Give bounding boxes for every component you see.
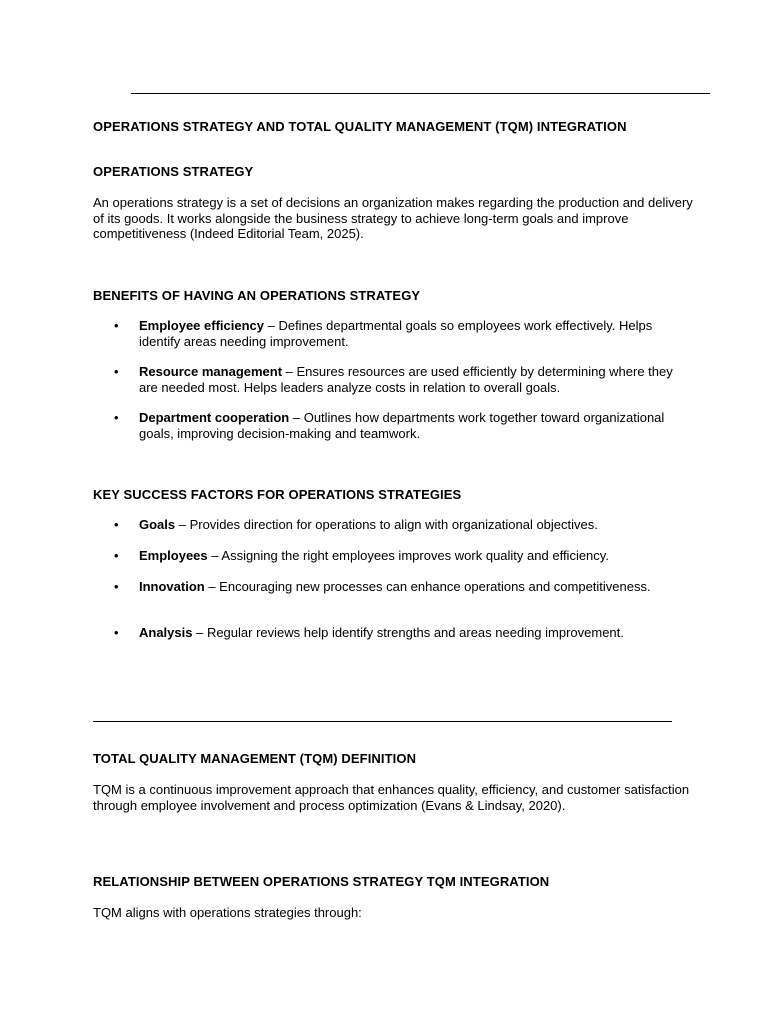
list-item-term: Employees	[139, 548, 208, 563]
list-item-text: – Assigning the right employees improves work quality and efficiency.	[207, 548, 609, 563]
tqm-definition-body: TQM is a continuous improvement approach that enhances quality, efficiency, and customer satisfaction through employee involvement and process optimization (Evans & Lindsay, 2020).	[93, 782, 690, 813]
operations-strategy-heading: OPERATIONS STRATEGY	[93, 164, 254, 179]
document-title: OPERATIONS STRATEGY AND TOTAL QUALITY MANAGEMENT (TQM) INTEGRATION	[93, 119, 627, 134]
bullet-icon: •	[114, 579, 119, 594]
list-item-term: Innovation	[139, 579, 205, 594]
list-item-text: – Defines departmental goals so employees work effectively. Helps identify areas needing improvement.	[139, 318, 653, 349]
success-factors-heading: KEY SUCCESS FACTORS FOR OPERATIONS STRATEGIES	[93, 487, 462, 502]
benefits-heading: BENEFITS OF HAVING AN OPERATIONS STRATEGY	[93, 288, 421, 303]
list-item-term: Department cooperation	[139, 410, 290, 425]
list-item-text: – Provides direction for operations to align with organizational objectives.	[175, 517, 598, 532]
list-item-term: Analysis	[139, 625, 193, 640]
list-item-text: – Ensures resources are used efficiently by determining where they are needed most. Helps leaders analyze costs in relation to overall goals.	[139, 364, 673, 395]
bullet-icon: •	[114, 410, 119, 425]
section-divider	[93, 721, 672, 722]
top-divider	[131, 93, 710, 94]
list-item-term: Employee efficiency	[139, 318, 264, 333]
relationship-heading: RELATIONSHIP BETWEEN OPERATIONS STRATEGY TQM INTEGRATION	[93, 874, 550, 889]
bullet-icon: •	[114, 625, 119, 640]
list-item-text: – Encouraging new processes can enhance operations and competitiveness.	[204, 579, 651, 594]
bullet-icon: •	[114, 517, 119, 532]
tqm-definition-heading: TOTAL QUALITY MANAGEMENT (TQM) DEFINITION	[93, 751, 417, 766]
list-item-text: – Outlines how departments work together toward organizational goals, improving decision-making and teamwork.	[139, 410, 665, 441]
bullet-icon: •	[114, 318, 119, 333]
relationship-body: TQM aligns with operations strategies through:	[93, 905, 362, 920]
operations-strategy-body: An operations strategy is a set of decisions an organization makes regarding the production and delivery of its goods. It works alongside the business strategy to achieve long-term goals and improve competitiveness (Indeed Editorial Team, 2025).	[93, 195, 693, 241]
list-item-term: Goals	[139, 517, 176, 532]
list-item-term: Resource management	[139, 364, 283, 379]
bullet-icon: •	[114, 364, 119, 379]
list-item-text: – Regular reviews help identify strengths and areas needing improvement.	[192, 625, 624, 640]
bullet-icon: •	[114, 548, 119, 563]
